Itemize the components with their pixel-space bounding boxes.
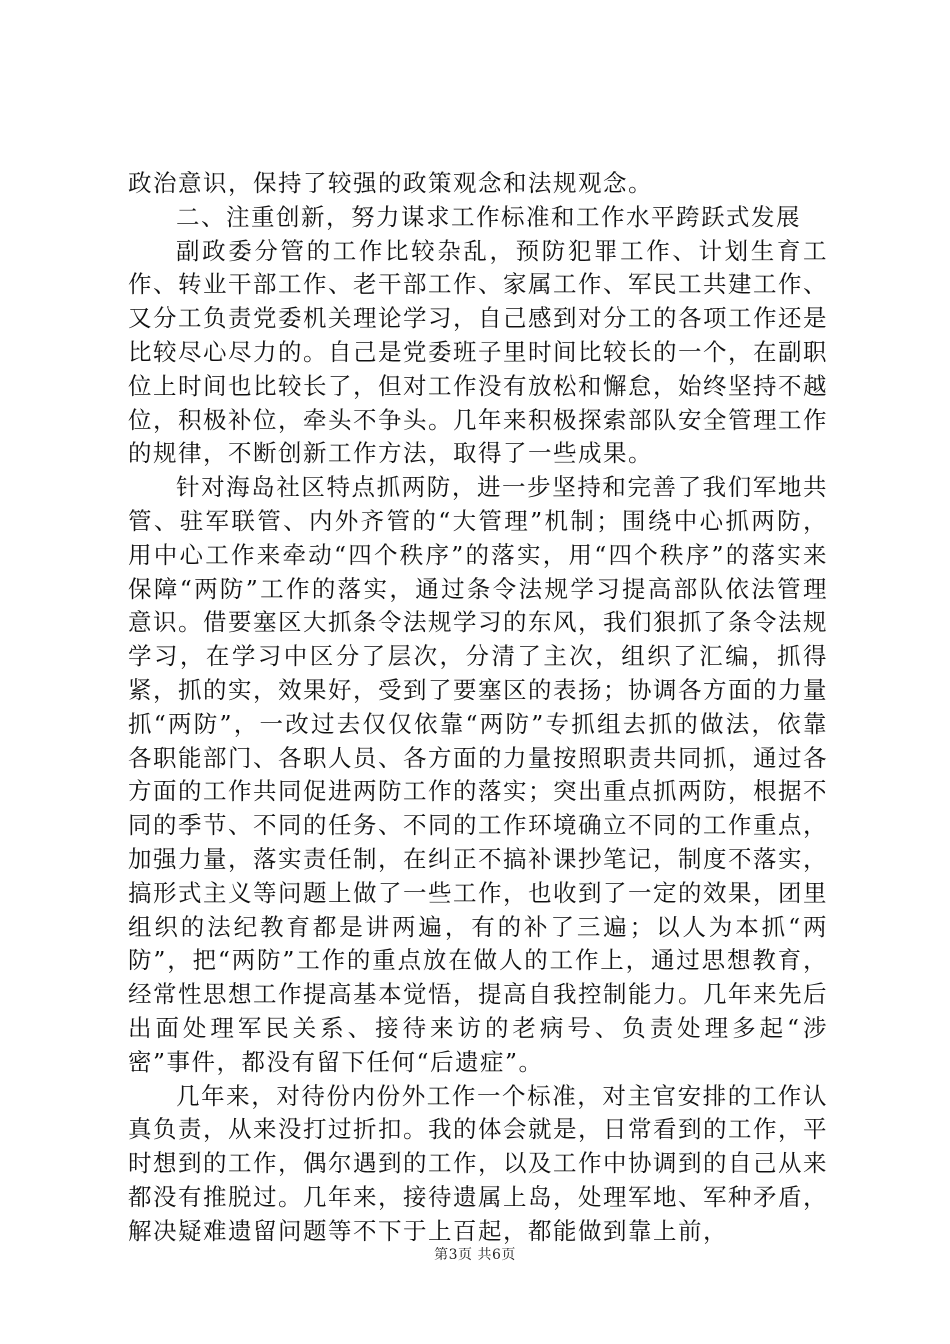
- page-footer: 第3页 共6页: [434, 1247, 516, 1263]
- paragraph: 针对海岛社区特点抓两防，进一步坚持和完善了我们军地共管、驻军联管、内外齐管的“大管理”机制；围绕中心抓两防，用中心工作来牵动“四个秩序”的落实，用“四个秩序”的落实来保障“两防”工作的落实，通过条令法规学习提高部队依法管理意识。借要塞区大抓条令法规学习的东风，我们狠抓了条令法规学习，在学习中区分了层次，分清了主次，组织了汇编，抓得紧，抓的实，效果好，受到了要塞区的表扬；协调各方面的力量抓“两防”，一改过去仅仅依靠“两防”专抓组去抓的做法，依靠各职能部门、各职人员、各方面的力量按照职责共同抓，通过各方面的工作共同促进两防工作的落实；突出重点抓两防，根据不同的季节、不同的任务、不同的工作环境确立不同的工作重点，加强力量，落实责任制，在纠正不搞补课抄笔记，制度不落实，搞形式主义等问题上做了一些工作，也收到了一定的效果，团里组织的法纪教育都是讲两遍，有的补了三遍；以人为本抓“两防”，把“两防”工作的重点放在做人的工作上，通过思想教育，经常性思想工作提高基本觉悟，提高自我控制能力。几年来先后出面处理军民关系、接待来访的老病号、负责处理多起“涉密”事件，都没有留下任何“后遗症”。: [128, 473, 828, 1076]
- document-body: [128, 167, 828, 1249]
- section-heading: 二、注重创新，努力谋求工作标准和工作水平跨跃式发展: [176, 202, 801, 231]
- paragraph: 几年来，对待份内份外工作一个标准，对主官安排的工作认真负责，从来没打过折扣。我的体会就是，日常看到的工作，平时想到的工作，偶尔遇到的工作，以及工作中协调到的自己从来都没有推脱过。几年来，接待遗属上岛，处理军地、军种矛盾，解决疑难遗留问题等不下于上百起，都能做到靠上前，: [128, 1081, 828, 1245]
- paragraph: 副政委分管的工作比较杂乱，预防犯罪工作、计划生育工作、转业干部工作、老干部工作、家属工作、军民工共建工作、又分工负责党委机关理论学习，自己感到对分工的各项工作还是比较尽心尽力的。自己是党委班子里时间比较长的一个，在副职位上时间也比较长了，但对工作没有放松和懈怠，始终坚持不越位，积极补位，牵头不争头。几年来积极探索部队安全管理工作的规律，不断创新工作方法，取得了一些成果。: [128, 236, 828, 468]
- paragraph-continuation: 政治意识，保持了较强的政策观念和法规观念。: [128, 169, 653, 197]
